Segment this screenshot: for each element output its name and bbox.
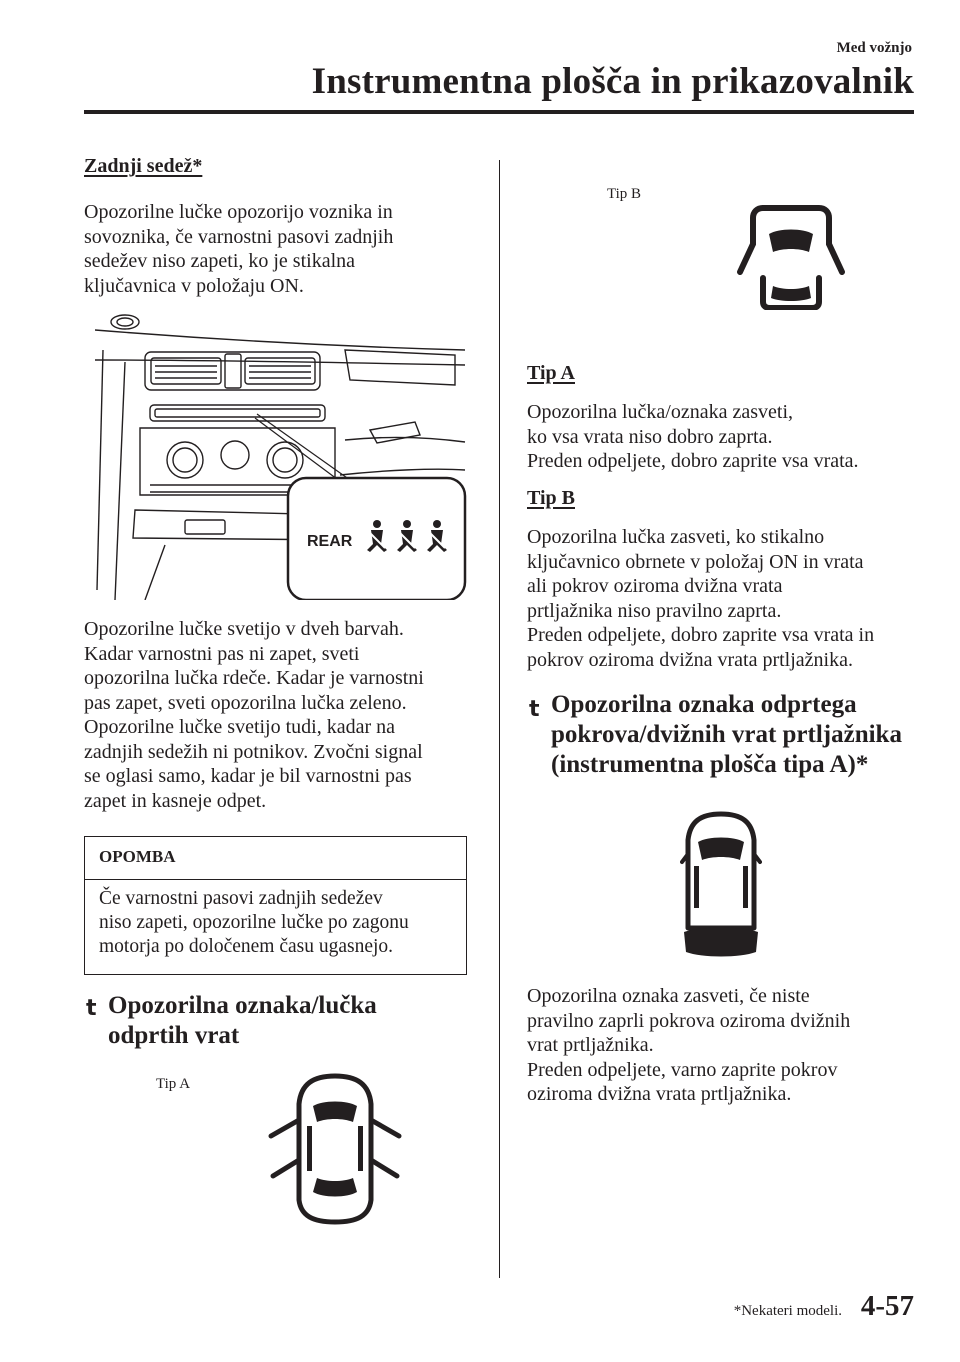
tip-b-paragraph: Opozorilna lučka zasveti, ko stikalno ključavnico obrnete v položaj ON in vrata ali pokrov oziroma dvižna vrata prtljažnika niso pravilno zaprta. Preden odpeljete, dobro zaprite vsa vrata in pokrov oziroma dvižna vrata prtljažnika. — [527, 526, 875, 671]
tip-b-label: Tip B — [607, 186, 642, 202]
trunk-open-car-icon — [680, 810, 762, 960]
note-title: OPOMBA — [99, 847, 176, 866]
header-subtitle: Med vožnjo — [836, 40, 912, 56]
rear-seat-heading: Zadnji sedež* — [84, 155, 203, 177]
note-box — [84, 836, 467, 975]
rear-seat-paragraph: Opozorilne lučke opozorijo voznika in sovoznika, če varnostni pasovi zadnjih sedežev niso zapeti, ko je stikalna ključavnica v položaju ON. — [84, 201, 394, 297]
rear-label: REAR — [307, 533, 353, 550]
note-divider — [85, 879, 466, 880]
color-explanation-paragraph: Opozorilne lučke svetijo v dveh barvah. Kadar varnostni pas ni zapet, sveti opozorilna lučka rdeče. Kadar je varnostni pas zapet, sveti opozorilna lučka zeleno. Opozorilne lučke svetijo tudi, kadar na zadnjih sedežih ni potnikov. Zvočni signal se oglasi samo, kadar je bil varnostni pas zapet in kasneje odpet. — [84, 618, 424, 812]
tip-b-heading: Tip B — [527, 487, 575, 509]
section-bullet: t — [86, 996, 97, 1021]
trunk-open-section-title: Opozorilna oznaka odprtega pokrova/dvižnih vrat prtljažnika (instrumentna plošča tipa A)* — [551, 691, 902, 778]
door-open-car-icon — [265, 1070, 405, 1228]
tip-a-heading: Tip A — [527, 362, 575, 384]
header-rule — [84, 110, 914, 114]
tip-a-label: Tip A — [156, 1076, 191, 1092]
door-open-car-icon-tip-b — [735, 204, 847, 310]
dashboard-illustration — [95, 310, 470, 600]
door-ajar-section-title: Opozorilna oznaka/lučka odprtih vrat — [108, 992, 377, 1049]
tip-a-paragraph: Opozorilna lučka/oznaka zasveti, ko vsa vrata niso dobro zaprta. Preden odpeljete, dobro zaprite vsa vrata. — [527, 401, 859, 472]
trunk-paragraph: Opozorilna oznaka zasveti, če niste pravilno zaprli pokrova oziroma dvižnih vrat prtljažnika. Preden odpeljete, varno zaprite pokrov oziroma dvižna vrata prtljažnika. — [527, 985, 851, 1105]
column-divider — [499, 160, 500, 1278]
page-number: 4-57 — [860, 1290, 914, 1322]
page-title: Instrumentna plošča in prikazovalnik — [311, 61, 914, 102]
section-bullet: t — [529, 697, 540, 722]
note-text: Če varnostni pasovi zadnjih sedežev niso zapeti, opozorilne lučke po zagonu motorja po določenem času ugasnejo. — [99, 888, 409, 957]
footnote: *Nekateri modeli. — [733, 1303, 842, 1319]
